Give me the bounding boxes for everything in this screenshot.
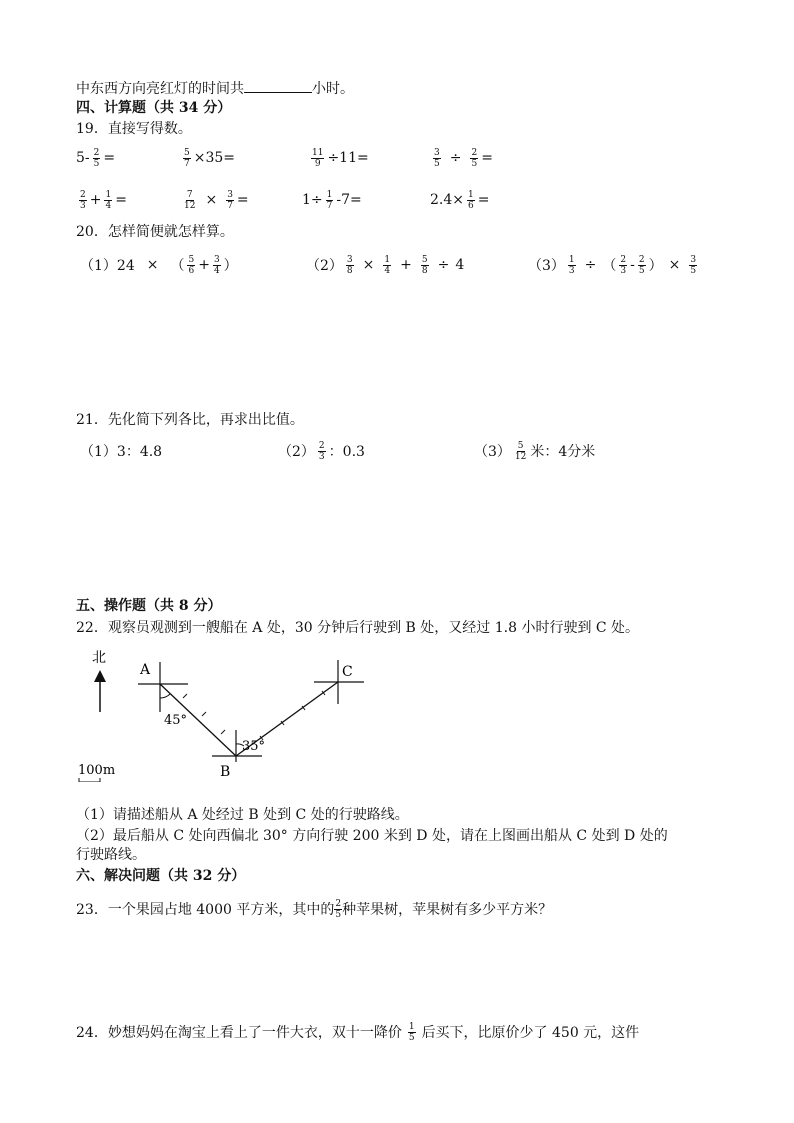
part-label: （1）24 (80, 258, 135, 274)
numerator: 2 (318, 440, 325, 451)
expr-text: 4 (455, 257, 465, 273)
fraction (383, 255, 391, 276)
numerator: 2 (80, 189, 86, 200)
denominator: 7 (184, 158, 190, 169)
denominator: 4 (384, 265, 391, 276)
numerator: 5 (517, 440, 524, 451)
expr-text: = (477, 192, 490, 208)
fraction (470, 148, 478, 169)
denominator: 6 (468, 200, 474, 211)
fraction (79, 190, 87, 211)
fraction (213, 255, 221, 276)
q22-sub-2-line-2: 行驶路线。 (76, 847, 146, 863)
question-text: 23．一个果园占地 4000 平方米，其中的 (76, 902, 335, 918)
denominator: 6 (188, 265, 195, 276)
fraction (689, 255, 697, 276)
fraction (421, 255, 429, 276)
fraction (346, 255, 354, 276)
q19-item-6 (180, 185, 249, 215)
q19-item-2 (180, 143, 235, 173)
q20-part-3 (528, 250, 700, 280)
expr-text: 2.4× (430, 192, 464, 208)
fraction (334, 899, 342, 920)
q22-sub-2-line-1: （2）最后船从 C 处向西偏北 30° 方向行驶 200 米到 D 处，请在上图画出船从 C 处到 D 处的 (76, 828, 668, 844)
section-4-title: 四、计算题（共 34 分） (76, 100, 232, 116)
fraction (568, 255, 576, 276)
operator: ÷ (449, 150, 462, 166)
q19-item-5 (76, 185, 127, 215)
denominator: 3 (80, 200, 86, 211)
numerator: 3 (434, 147, 440, 158)
point-b-label: B (220, 764, 231, 780)
denominator: 7 (227, 200, 233, 211)
tick-marks-a-b (183, 694, 225, 734)
route-diagram (76, 642, 376, 782)
operator: × (146, 257, 159, 273)
expr-text: 5- (76, 150, 90, 166)
denominator: 12 (514, 451, 527, 462)
question-text: 种苹果树，苹果树有多少平方米？ (342, 902, 553, 918)
north-arrow-head-icon (94, 670, 106, 682)
q19-title: 19．直接写得数。 (76, 121, 192, 137)
operator: + (89, 192, 102, 208)
numerator: 7 (186, 189, 193, 200)
operator: ÷ (584, 257, 597, 273)
numerator: 1 (105, 189, 112, 200)
fraction (311, 148, 324, 169)
fraction (619, 255, 627, 276)
numerator: 2 (93, 147, 100, 158)
q21-part-2 (278, 436, 365, 466)
denominator: 5 (434, 158, 440, 169)
denominator: 8 (421, 265, 428, 276)
fraction (104, 190, 112, 211)
section-6-title: 六、解决问题（共 32 分） (76, 868, 246, 884)
q20-part-1 (80, 250, 238, 280)
numerator: 2 (620, 254, 627, 265)
paren: ） (223, 258, 238, 274)
numerator: 1 (568, 254, 575, 265)
denominator: 7 (326, 200, 333, 211)
point-a-label: A (140, 662, 151, 678)
denominator: 3 (318, 451, 325, 462)
fraction (318, 441, 326, 462)
denominator: 5 (335, 909, 342, 920)
section-5-title: 五、操作题（共 8 分） (76, 598, 222, 614)
angle-label-45: 45° (164, 713, 188, 728)
scale-bar (79, 778, 100, 782)
denominator: 4 (213, 265, 220, 276)
denominator: 12 (184, 200, 196, 211)
angle-label-35: 35° (242, 739, 266, 754)
numerator: 2 (335, 898, 342, 909)
paren: ） (648, 258, 663, 274)
q20-part-2 (306, 250, 464, 280)
fraction (514, 441, 527, 462)
expr-text: = (103, 150, 116, 166)
denominator: 8 (346, 265, 353, 276)
denominator: 5 (408, 1032, 415, 1043)
denominator: 5 (471, 158, 478, 169)
operator: ÷ (437, 257, 450, 273)
numerator: 1 (384, 254, 391, 265)
q21-part-3 (474, 436, 595, 466)
numerator: 1 (326, 189, 333, 200)
intro-text-after: 小时。 (312, 81, 354, 97)
numerator: 3 (227, 189, 233, 200)
point-c-label: C (342, 664, 353, 680)
part-label: （2） (306, 258, 343, 274)
numerator: 3 (213, 254, 220, 265)
expr-text: ：0.3 (328, 444, 365, 460)
intro-text-before: 中东西方向亮红灯的时间共 (76, 81, 244, 97)
q19-item-4 (430, 143, 493, 173)
numerator: 11 (312, 147, 324, 158)
operator: × (668, 257, 681, 273)
q21-title: 21．先化简下列各比，再求出比值。 (76, 412, 304, 428)
expr-text: 米：4分米 (530, 444, 596, 460)
angle-arc-a (160, 694, 170, 698)
q20-title: 20．怎样简便就怎样算。 (76, 224, 234, 240)
denominator: 3 (620, 265, 627, 276)
q21-part-1 (80, 436, 162, 466)
numerator: 5 (184, 147, 190, 158)
numerator: 5 (421, 254, 428, 265)
operator: × (205, 192, 218, 208)
numerator: 5 (188, 254, 195, 265)
scale-label: 100m (78, 763, 116, 778)
question-text: 24．妙想妈妈在淘宝上看上了一件大衣，双十一降价 (76, 1025, 402, 1041)
operator: - (630, 257, 635, 273)
fraction (467, 190, 475, 211)
fraction (183, 148, 191, 169)
paren: （ (602, 258, 617, 274)
fraction (226, 190, 234, 211)
numerator: 3 (346, 254, 353, 265)
answer-blank[interactable] (244, 78, 312, 93)
expr-text: = (115, 192, 127, 208)
q24-text (76, 1017, 639, 1047)
denominator: 5 (638, 265, 645, 276)
numerator: 2 (471, 147, 478, 158)
fraction (187, 255, 195, 276)
numerator: 2 (638, 254, 645, 265)
q19-item-8 (430, 185, 489, 215)
paren: （ (170, 258, 185, 274)
numerator: 3 (690, 254, 697, 265)
denominator: 5 (93, 158, 100, 169)
fraction (638, 255, 646, 276)
fraction (433, 148, 441, 169)
expr-text: = (481, 150, 493, 166)
expr-text: -7= (336, 192, 362, 208)
expr-text: ÷11= (327, 150, 369, 166)
denominator: 3 (568, 265, 575, 276)
question-text: 后买下，比原价少了 450 元，这件 (421, 1025, 640, 1041)
intro-line (76, 78, 354, 98)
q22-sub-1: （1）请描述船从 A 处经过 B 处到 C 处的行驶路线。 (76, 807, 409, 823)
operator: × (362, 257, 375, 273)
expr-text: ×35= (193, 150, 236, 166)
fraction (183, 190, 196, 211)
part-label: （3） (474, 444, 511, 460)
part-label: （3） (528, 258, 565, 274)
fraction (408, 1022, 416, 1043)
expr-text: = (236, 192, 249, 208)
q23-text (76, 894, 552, 924)
expr-text: 1÷ (302, 192, 323, 208)
numerator: 1 (468, 189, 474, 200)
q22-title: 22．观察员观测到一艘船在 A 处，30 分钟后行驶到 B 处，又经过 1.8 小时行驶到 C 处。 (76, 620, 640, 636)
denominator: 4 (105, 200, 112, 211)
fraction (93, 148, 101, 169)
denominator: 9 (314, 158, 321, 169)
q19-item-3 (308, 143, 369, 173)
part-text: （1）3：4.8 (80, 444, 163, 460)
denominator: 5 (690, 265, 697, 276)
north-label: 北 (92, 650, 106, 666)
q19-item-1 (76, 143, 115, 173)
numerator: 1 (408, 1021, 415, 1032)
fraction (326, 190, 334, 211)
operator: + (400, 257, 412, 273)
q19-item-7 (302, 185, 362, 215)
part-label: （2） (278, 444, 315, 460)
operator: + (198, 257, 210, 273)
